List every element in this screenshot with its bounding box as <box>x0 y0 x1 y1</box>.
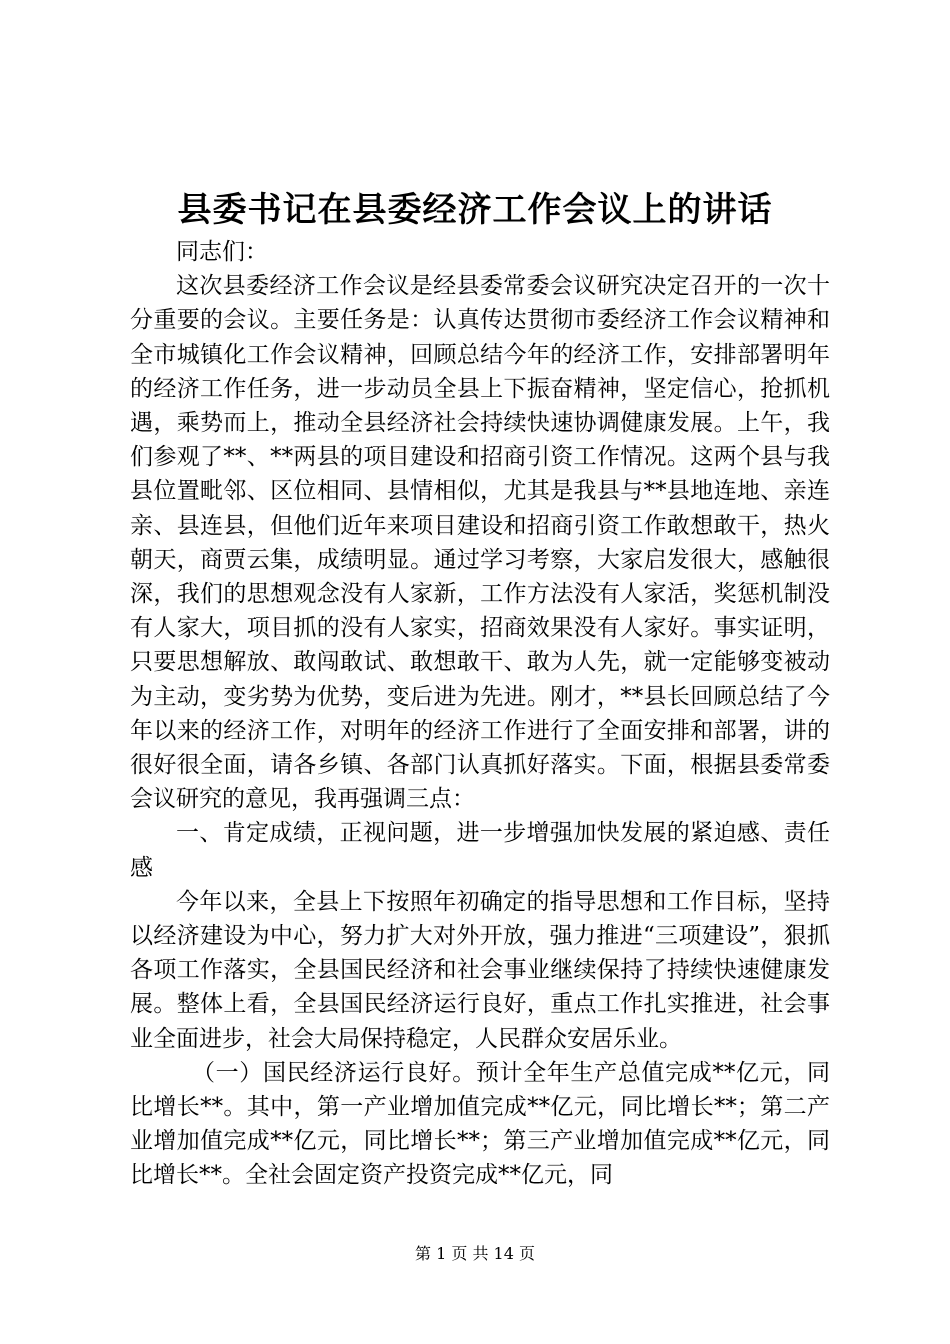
page-footer: 第 1 页 共 14 页 <box>415 1244 535 1263</box>
intro-paragraph: 这次县委经济工作会议是经县委常委会议研究决定召开的一次十分重要的会议。主要任务是：认真传达贯彻市委经济工作会议精神和全市城镇化工作会议精神，回顾总结今年的经济工作，安排部署明年的经济工作任务，进一步动员全县上下振奋精神，坚定信心，抢抓机遇，乘势而上，推动全县经济社会持续快速协调健康发展。上午，我们参观了**、**两县的项目建设和招商引资工作情况。这两个县与我县位置毗邻、区位相同、县情相似，尤其是我县与**县地连地、亲连亲、县连县，但他们近年来项目建设和招商引资工作敢想敢干，热火朝天，商贾云集，成绩明显。通过学习考察，大家启发很大，感触很深，我们的思想观念没有人家新，工作方法没有人家活，奖惩机制没有人家大，项目抓的没有人家实，招商效果没有人家好。事实证明，只要思想解放、敢闯敢试、敢想敢干、敢为人先，就一定能够变被动为主动，变劣势为优势，变后进为先进。刚才，**县长回顾总结了今年以来的经济工作，对明年的经济工作进行了全面安排和部署，讲的很好很全面，请各乡镇、各部门认真抓好落实。下面，根据县委常委会议研究的意见，我再强调三点： <box>130 273 830 813</box>
document-body <box>130 235 830 1193</box>
document-title: 县委书记在县委经济工作会议上的讲话 <box>177 190 773 230</box>
subsection-paragraph: （一）国民经济运行良好。预计全年生产总值完成**亿元，同比增长**。其中，第一产业增加值完成**亿元，同比增长**；第二产业增加值完成**亿元，同比增长**；第三产业增加值完成**亿元，同比增长**。全社会固定资产投资完成**亿元，同 <box>130 1059 830 1189</box>
body-paragraph: 今年以来，全县上下按照年初确定的指导思想和工作目标，坚持以经济建设为中心，努力扩大对外开放，强力推进“三项建设”，狠抓各项工作落实，全县国民经济和社会事业继续保持了持续快速健康发展。整体上看，全县国民经济运行良好，重点工作扎实推进，社会事业全面进步，社会大局保持稳定，人民群众安居乐业。 <box>130 888 830 1052</box>
section-heading-one: 一、肯定成绩，正视问题，进一步增强加快发展的紧迫感、责任感 <box>130 820 830 881</box>
greeting-paragraph: 同志们： <box>176 239 268 265</box>
